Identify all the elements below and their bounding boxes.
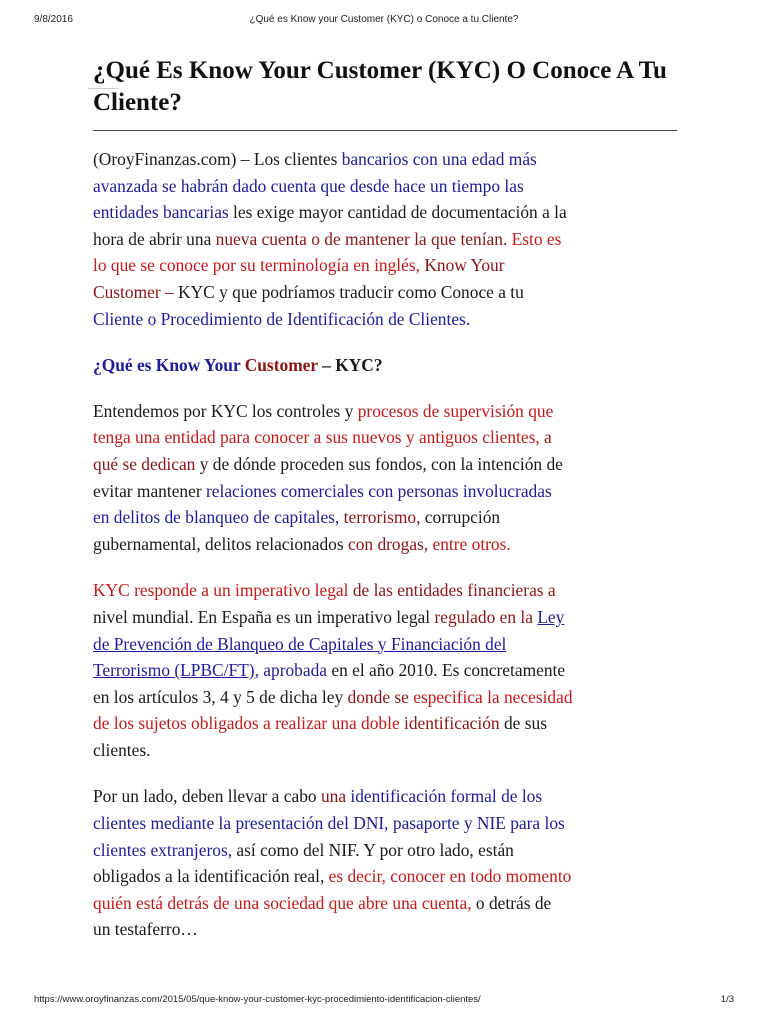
text-span: terrorismo, (343, 507, 425, 528)
identification-paragraph (93, 783, 677, 943)
text-span: de las entidades financieras a (352, 580, 556, 601)
text-span: quién está detrás de una sociedad que abre una cuenta, (93, 892, 476, 913)
text-span: entidades bancarias (93, 202, 234, 223)
text-span: qué se dedican (93, 453, 200, 474)
text-span: o detrás de (475, 892, 552, 913)
text-span: gubernamental, delitos relacionados (93, 533, 348, 554)
print-date: 9/8/2016 (34, 14, 73, 25)
text-span: de sus (503, 713, 547, 734)
text-span: KYC responde a un imperativo legal (93, 580, 353, 601)
article-body (93, 146, 677, 963)
text-span: lo que se conoce por su terminología en inglés, (93, 255, 425, 276)
text-span: nueva cuenta o de mantener la que tenían. (215, 228, 512, 249)
text-span: un testaferro… (93, 919, 198, 940)
text-span: entre otros. (432, 533, 511, 554)
law-link[interactable]: Ley (537, 606, 565, 627)
text-span: nivel mundial. En España es un imperativo legal (93, 606, 435, 627)
law-link[interactable]: Terrorismo (LPBC/FT) (93, 660, 255, 681)
text-span: tenga una entidad para conocer a sus nuevos y antiguos clientes, (93, 427, 545, 448)
text-span: Entendemos por KYC los controles y (93, 400, 358, 421)
text-span: identificación formal de los (350, 786, 543, 807)
text-span: de los sujetos obligados a realizar una doble (93, 713, 405, 734)
text-span: bancarios con una edad más (341, 149, 537, 169)
text-span: especifica la necesidad (413, 686, 573, 707)
text-span: en el año 2010. Es concretamente (331, 660, 566, 681)
text-span: identificación (404, 713, 504, 734)
text-span: avanzada se habrán dado cuenta que desde hace un tiempo las (93, 175, 524, 196)
section-heading (93, 352, 677, 379)
text-span: , aprobada (254, 660, 332, 681)
text-span: donde se (347, 686, 414, 707)
text-span: Cliente o Procedimiento de Identificación de Clientes. (93, 308, 471, 329)
text-span: en delitos de blanqueo de capitales, (93, 507, 344, 528)
text-span: Esto es (511, 228, 562, 249)
text-span: procesos de supervisión que (357, 400, 554, 421)
text-span: ¿Qué es Know Your (93, 355, 245, 376)
text-span: (OroyFinanzas.com) – Los clientes (93, 149, 342, 169)
text-span: con drogas, (347, 533, 433, 554)
text-span: clientes extranjeros, (93, 839, 237, 860)
text-span: les exige mayor cantidad de documentación a la (233, 202, 567, 223)
text-span: evitar mantener (93, 480, 206, 501)
text-span: clientes. (93, 739, 151, 760)
text-span: una (320, 786, 351, 807)
text-span: hora de abrir una (93, 228, 216, 249)
text-span: es decir, conocer en todo momento (328, 866, 572, 887)
text-span: a (544, 427, 552, 448)
text-span: Customer (244, 355, 323, 376)
article-title: ¿Qué Es Know Your Customer (KYC) O Conoce A Tu Cliente? (93, 57, 667, 116)
text-span: relaciones comerciales con personas involucradas (205, 480, 552, 501)
text-span: – KYC? (322, 355, 383, 376)
text-span: y de dónde proceden sus fondos, con la intención de (199, 453, 563, 474)
page-number: 1/3 (720, 994, 734, 1005)
page-url: https://www.oroyfinanzas.com/2015/05/que-know-your-customer-kyc-procedimiento-identificacion-clientes/ (34, 994, 481, 1005)
text-span: corrupción (424, 507, 501, 528)
text-span: Know Your (424, 255, 505, 276)
text-span: clientes mediante la presentación del DNI, pasaporte y NIE para los (93, 813, 565, 834)
text-span: en los artículos 3, 4 y 5 de dicha ley (93, 686, 348, 707)
text-span: obligados a la identificación real, (93, 866, 329, 887)
definition-paragraph (93, 398, 677, 558)
intro-paragraph (93, 146, 677, 332)
title-divider (93, 130, 677, 131)
text-span: regulado en la (434, 606, 538, 627)
text-span: KYC y que podríamos traducir como Conoce a tu (178, 281, 524, 302)
legal-paragraph (93, 577, 677, 763)
text-span: así como del NIF. Y por otro lado, están (236, 839, 514, 860)
print-title: ¿Qué es Know your Customer (KYC) o Conoce a tu Cliente? (249, 14, 519, 25)
text-span: Customer – (93, 281, 179, 302)
law-link[interactable]: de Prevención de Blanqueo de Capitales y Financiación del (93, 633, 507, 654)
text-span: Por un lado, deben llevar a cabo (93, 786, 321, 807)
